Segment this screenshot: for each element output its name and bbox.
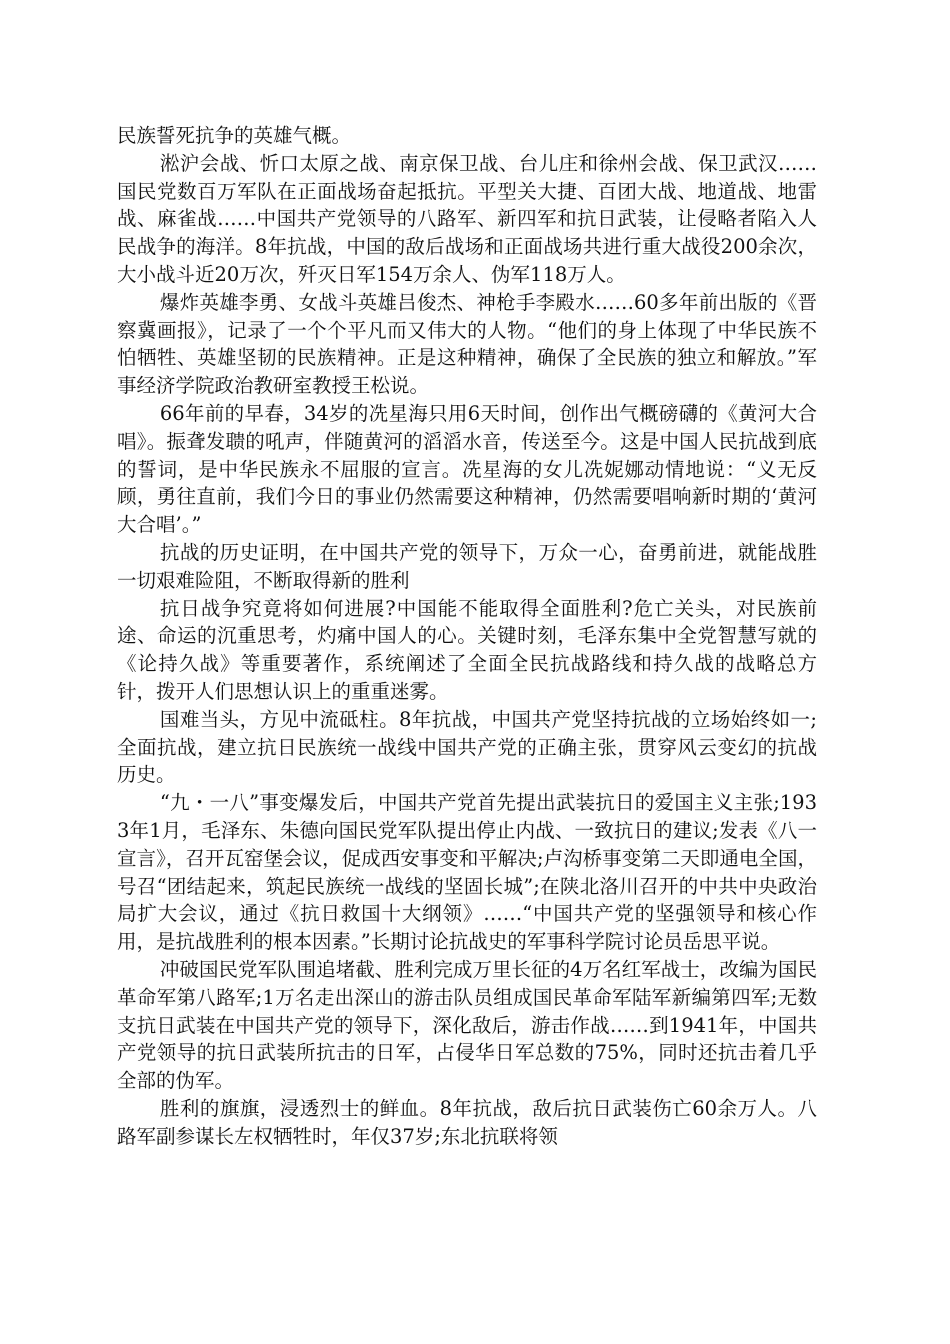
paragraph: 国难当头，方见中流砥柱。8年抗战，中国共产党坚持抗战的立场始终如一;全面抗战，建立抗日民族统一战线中国共产党的正确主张，贯穿风云变幻的抗战历史。	[117, 707, 817, 787]
paragraph: “九・一八”事变爆发后，中国共产党首先提出武装抗日的爱国主义主张;1933年1月，毛泽东、朱德向国民党军队提出停止内战、一致抗日的建议;发表《八一宣言》，召开瓦窑堡会议，促成西安事变和平解决;卢沟桥事变第二天即通电全国，号召“团结起来，筑起民族统一战线的坚固长城”;在陕北洛川召开的中共中央政治局扩大会议，通过《抗日救国十大纲领》……“中国共产党的坚强领导和核心作用，是抗战胜利的根本因素。”长期讨论抗战史的军事科学院讨论员岳思平说。	[117, 791, 817, 954]
paragraph: 抗日战争究竟将如何进展?中国能不能取得全面胜利?危亡关头，对民族前途、命运的沉重思考，灼痛中国人的心。关键时刻，毛泽东集中全党智慧写就的《论持久战》等重要著作，系统阐述了全面全民抗战路线和持久战的战略总方针，拨开人们思想认识上的重重迷雾。	[117, 596, 817, 703]
paragraph: 爆炸英雄李勇、女战斗英雄吕俊杰、神枪手李殿水……60多年前出版的《晋察冀画报》，记录了一个个平凡而又伟大的人物。“他们的身上体现了中华民族不怕牺牲、英雄坚韧的民族精神。正是这种精神，确保了全民族的独立和解放。”军事经济学院政治教研室教授王松说。	[117, 290, 817, 398]
paragraph: 民族誓死抗争的英雄气概。	[117, 124, 352, 147]
paragraph: 胜利的旗旗，浸透烈士的鲜血。8年抗战，敌后抗日武装伤亡60余万人。八路军副参谋长左权牺牲时，年仅37岁;东北抗联将领	[117, 1096, 817, 1148]
document-page	[117, 122, 817, 1150]
paragraph: 66年前的早春，34岁的冼星海只用6天时间，创作出气概磅礴的《黄河大合唱》。振聋发聩的吼声，伴随黄河的滔滔水音，传送至今。这是中国人民抗战到底的誓词，是中华民族永不屈服的宣言。冼星海的女儿冼妮娜动情地说：“义无反顾，勇往直前，我们今日的事业仍然需要这种精神，仍然需要唱响新时期的‘黄河大合唱’。”	[117, 401, 817, 537]
paragraph: 抗战的历史证明，在中国共产党的领导下，万众一心，奋勇前进，就能战胜一切艰难险阻，不断取得新的胜利	[117, 540, 817, 592]
paragraph: 冲破国民党军队围追堵截、胜利完成万里长征的4万名红军战士，改编为国民革命军第八路军;1万名走出深山的游击队员组成国民革命军陆军新编第四军;无数支抗日武装在中国共产党的领导下，深化敌后，游击作战……到1941年，中国共产党领导的抗日武装所抗击的日军，占侵华日军总数的75%，同时还抗击着几乎全部的伪军。	[117, 957, 817, 1093]
paragraph: 淞沪会战、忻口太原之战、南京保卫战、台儿庄和徐州会战、保卫武汉……国民党数百万军队在正面战场奋起抵抗。平型关大捷、百团大战、地道战、地雷战、麻雀战……中国共产党领导的八路军、新四军和抗日武装，让侵略者陷入人民战争的海洋。8年抗战，中国的敌后战场和正面战场共进行重大战役200余次，大小战斗近20万次，歼灭日军154万余人、伪军118万人。	[117, 151, 817, 286]
